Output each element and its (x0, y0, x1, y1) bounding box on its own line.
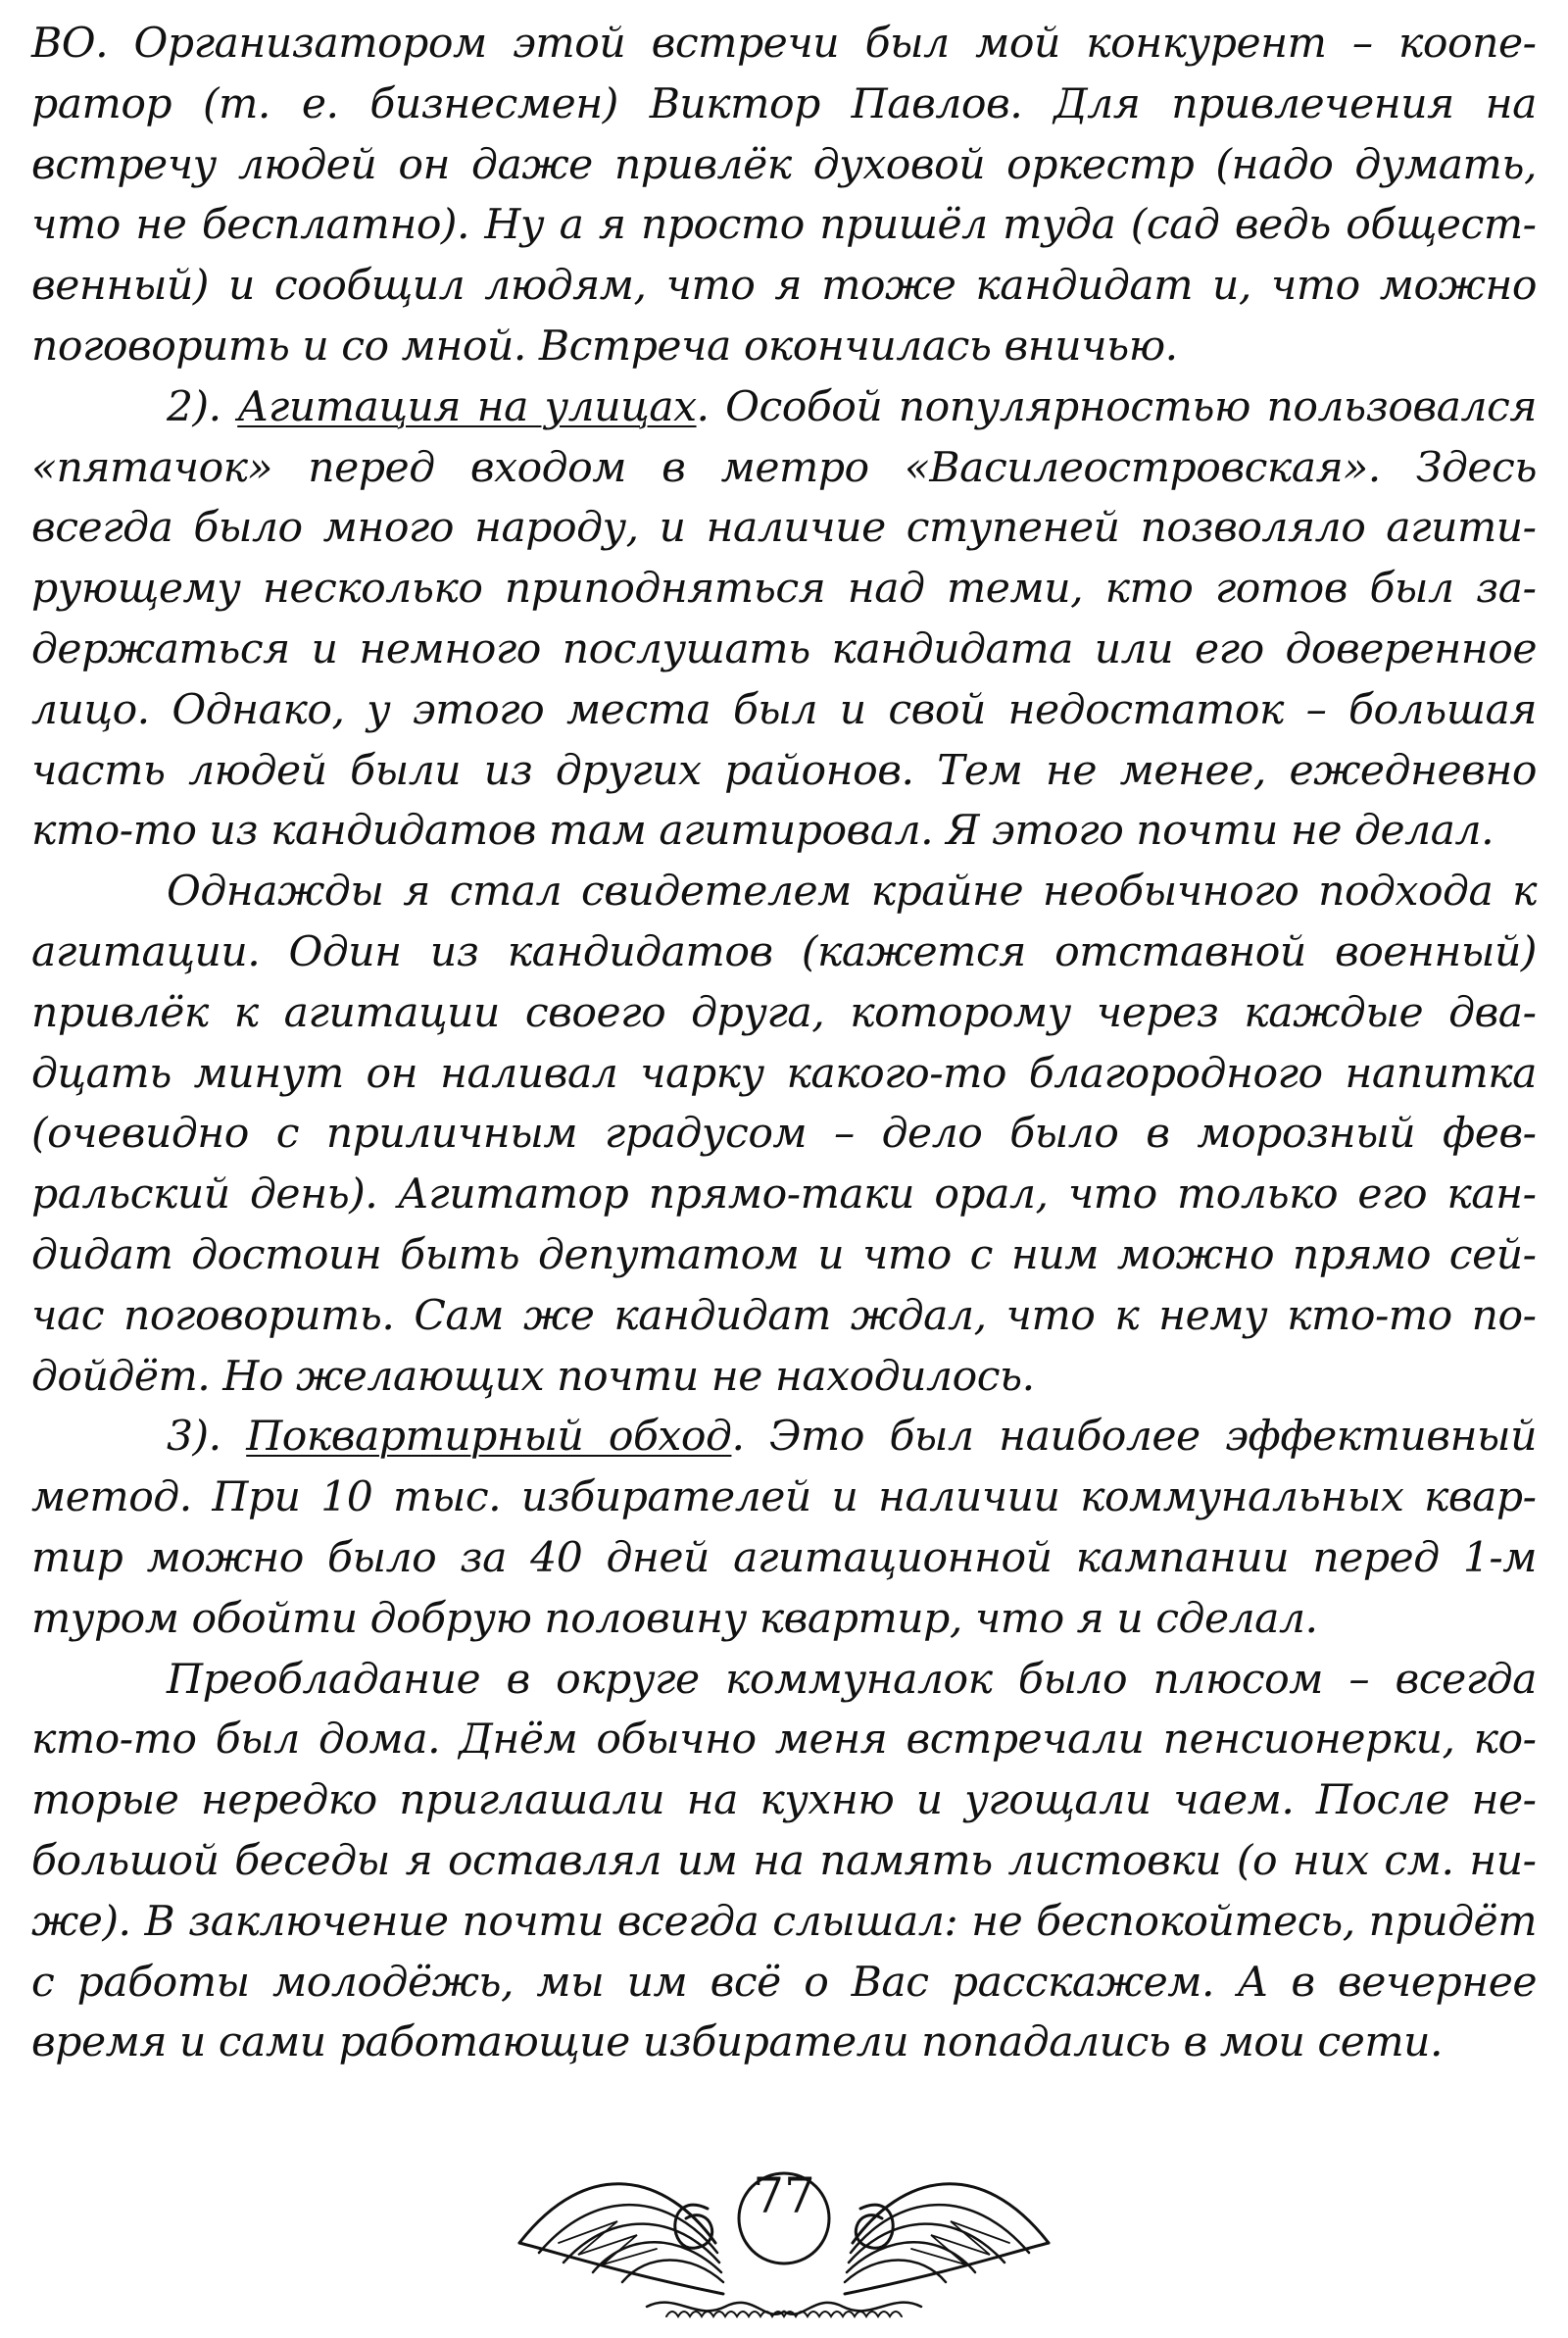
paragraph-1 (31, 14, 1537, 377)
section-heading-street-agitation: Агитация на улицах (237, 382, 697, 431)
section-number: 2). (167, 382, 238, 431)
paragraph-4 (31, 1407, 1537, 1649)
paragraph-2 (31, 377, 1537, 862)
section-number: 3). (167, 1413, 247, 1462)
paragraph-text: Преобладание в округе коммуналок было плюсом – всегда кто-то был дома. Днём обычно меня встречали пенсионерки, которые нередко приглашали на кухню и угощали чаем. После небольшой беседы я оставлял им на память листовки (о них см. ниже). В заключение почти всегда слышал: не беспокойтесь, придёт с работы молодёжь, мы им всё о Вас расскажем. А в вечернее время и сами работающие избиратели попадались в мои сети. (31, 1655, 1537, 2067)
page-body (31, 14, 1537, 2073)
paragraph-text: Однажды я стал свидетелем крайне необычного подхода к агитации. Один из кандидатов (кажется отставной военный) привлёк к агитации своего друга, которому через каждые двадцать минут он наливал чарку какого-то благородного напитка (очевидно с приличным градусом – дело было в морозный февральский день). Агитатор прямо-таки орал, что только его кандидат достоин быть депутатом и что с ним можно прямо сейчас поговорить. Сам же кандидат ждал, что к нему кто-то подойдёт. Но желающих почти не находилось. (31, 868, 1537, 1401)
paragraph-text: . Особой популярностью пользовался «пятачок» перед входом в метро «Василеостровская». Здесь всегда было много народу, и наличие ступеней позволяло агитирующему несколько приподняться над теми, кто готов был задержаться и немного послушать кандидата или его доверенное лицо. Однако, у этого места был и свой недостаток – большая часть людей были из других районов. Тем не менее, ежедневно кто-то из кандидатов там агитировал. Я этого почти не делал. (31, 382, 1537, 856)
page-number: 77 (753, 2167, 815, 2224)
section-heading-door-to-door: Поквартирный обход (246, 1413, 732, 1462)
paragraph-text: . Это был наиболее эффективный метод. При 10 тыс. избирателей и наличии коммунальных квартир можно было за 40 дней агитационной кампании перед 1-м туром обойти добрую половину квартир, что я и сделал. (31, 1413, 1538, 1643)
paragraph-3 (31, 862, 1537, 1407)
paragraph-text: ВО. Организатором этой встречи был мой конкурент – кооператор (т. е. бизнесмен) Виктор Павлов. Для привлечения на встречу людей он даже привлёк духовой оркестр (надо думать, что не бесплатно). Ну а я просто пришёл туда (сад ведь общественный) и сообщил людям, что я тоже кандидат и, что можно поговорить и со мной. Встреча окончилась вничью. (31, 20, 1537, 371)
paragraph-5 (31, 1650, 1537, 2074)
